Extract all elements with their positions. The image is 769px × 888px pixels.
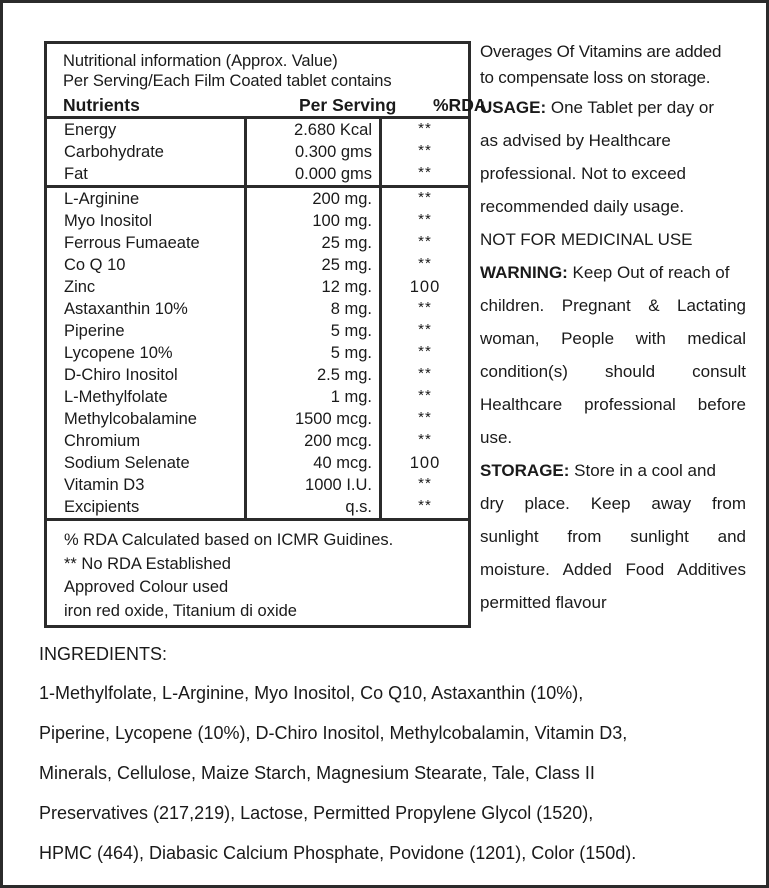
nutrition-table-heading <box>47 44 468 93</box>
nutrient-name: Sodium Selenate <box>64 454 190 472</box>
nutrient-name: Myo Inositol <box>64 212 153 230</box>
nutrient-amount: 0.000 gms <box>294 165 372 183</box>
nutrient-amount: 1000 I.U. <box>305 476 372 494</box>
nutrient-amount: 1500 mcg. <box>294 410 372 428</box>
nutrient-rda: ** <box>418 142 432 159</box>
nutrient-amount: 100 mg. <box>312 212 372 230</box>
nutrient-row <box>47 452 468 474</box>
nutrient-rda: ** <box>418 321 432 338</box>
usage-line-1 <box>480 91 746 124</box>
usage-line-2: as advised by Healthcare <box>480 131 671 150</box>
ingredients-line: 1-Methylfolate, L-Arginine, Myo Inositol, Co Q10, Astaxanthin (10%), <box>39 683 584 703</box>
nutrient-rda: ** <box>418 431 432 448</box>
nutrient-rda: ** <box>418 387 432 404</box>
column-header-rda: %RDA <box>433 95 487 115</box>
nutrient-row <box>47 386 468 408</box>
nutrient-row <box>47 188 468 210</box>
nutrient-amount: 25 mg. <box>321 234 372 252</box>
column-header-per-serving: Per Serving <box>299 95 397 115</box>
nutrient-name: Co Q 10 <box>64 256 126 274</box>
overage-note-line-2: to compensate loss on storage. <box>480 68 711 87</box>
nutrient-amount: 0.300 gms <box>294 143 372 161</box>
nutrient-row <box>47 210 468 232</box>
nutrition-footnote: % RDA Calculated based on ICMR Guidines. <box>64 531 394 549</box>
ingredients-section <box>39 635 759 873</box>
warning-line-2: children. Pregnant & Lactating <box>480 296 746 315</box>
storage-line-4: moisture. Added Food Additives <box>480 560 746 579</box>
nutrient-name: Excipients <box>64 498 140 516</box>
top-section <box>3 3 769 633</box>
nutrition-footnote: ** No RDA Established <box>64 554 231 573</box>
ingredients-line: Minerals, Cellulose, Maize Starch, Magnesium Stearate, Tale, Class II <box>39 763 595 783</box>
storage-label: STORAGE: <box>480 461 570 480</box>
nutrient-amount: 5 mg. <box>330 322 372 340</box>
nutrient-name: Astaxanthin 10% <box>64 300 188 318</box>
nutrient-rda: ** <box>418 211 432 228</box>
nutrient-rda: ** <box>418 409 432 426</box>
macronutrient-row-group <box>47 119 468 188</box>
nutrient-amount: 5 mg. <box>330 344 372 362</box>
nutrient-rda: ** <box>418 255 432 272</box>
micronutrient-row-group <box>47 188 468 521</box>
nutrient-rda: ** <box>418 233 432 250</box>
overage-note-line-1: Overages Of Vitamins are added <box>480 42 722 61</box>
ingredients-line: Preservatives (217,219), Lactose, Permitted Propylene Glycol (1520), <box>39 803 594 823</box>
nutrient-amount: 2.680 Kcal <box>294 121 372 139</box>
nutrient-name: Energy <box>64 121 117 139</box>
nutrient-row <box>47 342 468 364</box>
nutrient-amount: 200 mg. <box>312 190 372 208</box>
warning-line-1 <box>480 256 746 289</box>
nutrient-rda: ** <box>418 189 432 206</box>
nutrient-name: Zinc <box>64 278 96 296</box>
nutrient-rda: ** <box>418 365 432 382</box>
usage-text-1: One Tablet per day or <box>546 98 715 117</box>
nutrient-row <box>47 232 468 254</box>
ingredients-line: HPMC (464), Diabasic Calcium Phosphate, Povidone (1201), Color (150d). <box>39 843 637 863</box>
storage-line-1 <box>480 454 746 487</box>
nutrition-title-line-2: Per Serving/Each Film Coated tablet contains <box>63 72 392 90</box>
nutrient-rda: 100 <box>409 454 441 472</box>
nutrient-amount: 25 mg. <box>321 256 372 274</box>
nutrition-footnote: iron red oxide, Titanium di oxide <box>64 601 297 620</box>
nutrient-row <box>47 320 468 342</box>
nutrient-row <box>47 298 468 320</box>
column-header-nutrients: Nutrients <box>63 95 140 115</box>
storage-line-3: sunlight from sunlight and <box>480 527 746 546</box>
medicinal-note: NOT FOR MEDICINAL USE <box>480 230 693 249</box>
nutrient-name: D-Chiro Inositol <box>64 366 178 384</box>
warning-line-3: woman, People with medical <box>480 329 746 348</box>
ingredients-title: INGREDIENTS: <box>39 644 168 664</box>
nutrient-rda: ** <box>418 343 432 360</box>
nutrient-rda: ** <box>418 164 432 181</box>
nutrient-row <box>47 474 468 496</box>
warning-line-5: Healthcare professional before <box>480 395 746 414</box>
nutrient-name: L-Arginine <box>64 190 140 208</box>
nutrition-footnote: Approved Colour used <box>64 578 229 596</box>
nutrient-row <box>47 364 468 386</box>
nutrient-name: Piperine <box>64 322 125 340</box>
nutrient-amount: q.s. <box>345 498 372 516</box>
nutrient-amount: 12 mg. <box>321 278 372 296</box>
usage-label: USAGE: <box>480 98 547 117</box>
nutrient-name: L-Methylfolate <box>64 388 168 406</box>
nutrient-rda: ** <box>418 299 432 316</box>
ingredients-body <box>39 673 759 873</box>
nutrient-row <box>47 119 468 141</box>
nutrient-name: Chromium <box>64 432 141 450</box>
nutrient-name: Methylcobalamine <box>64 410 197 428</box>
nutrition-rows <box>47 119 468 521</box>
nutrient-rda: 100 <box>409 278 441 296</box>
nutrient-row <box>47 254 468 276</box>
usage-line-4: recommended daily usage. <box>480 197 685 216</box>
nutrient-row <box>47 430 468 452</box>
storage-text-1: Store in a cool and <box>569 461 716 480</box>
nutrient-name: Ferrous Fumaeate <box>64 234 200 252</box>
nutrition-column-headers <box>47 93 487 119</box>
storage-line-2: dry place. Keep away from <box>480 494 746 513</box>
warning-line-6: use. <box>480 428 513 447</box>
nutrition-footnotes <box>47 521 468 623</box>
usage-line-3: professional. Not to exceed <box>480 164 687 183</box>
nutrient-row <box>47 408 468 430</box>
nutrient-name: Lycopene 10% <box>64 344 173 362</box>
nutrient-row <box>47 163 468 185</box>
nutrient-amount: 40 mcg. <box>313 454 372 472</box>
nutrition-title-line-1: Nutritional information (Approx. Value) <box>63 52 338 70</box>
warning-label: WARNING: <box>480 263 568 282</box>
warning-text-1: Keep Out of reach of <box>567 263 730 282</box>
nutrient-rda: ** <box>418 497 432 514</box>
nutrient-row <box>47 141 468 163</box>
ingredients-line: Piperine, Lycopene (10%), D-Chiro Inositol, Methylcobalamin, Vitamin D3, <box>39 723 628 743</box>
nutrition-facts-box <box>44 41 487 628</box>
warning-line-4: condition(s) should consult <box>480 362 746 381</box>
nutrient-rda: ** <box>418 475 432 492</box>
nutrient-amount: 2.5 mg. <box>316 366 372 384</box>
nutrient-rda: ** <box>418 120 432 137</box>
directions-column <box>480 39 746 619</box>
nutrient-name: Fat <box>64 165 88 183</box>
nutrient-name: Carbohydrate <box>64 143 164 161</box>
nutrient-amount: 1 mg. <box>330 388 372 406</box>
nutrient-name: Vitamin D3 <box>64 476 145 494</box>
nutrient-amount: 200 mcg. <box>304 432 372 450</box>
nutrient-row <box>47 276 468 298</box>
nutrient-row <box>47 496 468 518</box>
storage-line-5: permitted flavour <box>480 593 607 612</box>
nutrient-amount: 8 mg. <box>330 300 372 318</box>
